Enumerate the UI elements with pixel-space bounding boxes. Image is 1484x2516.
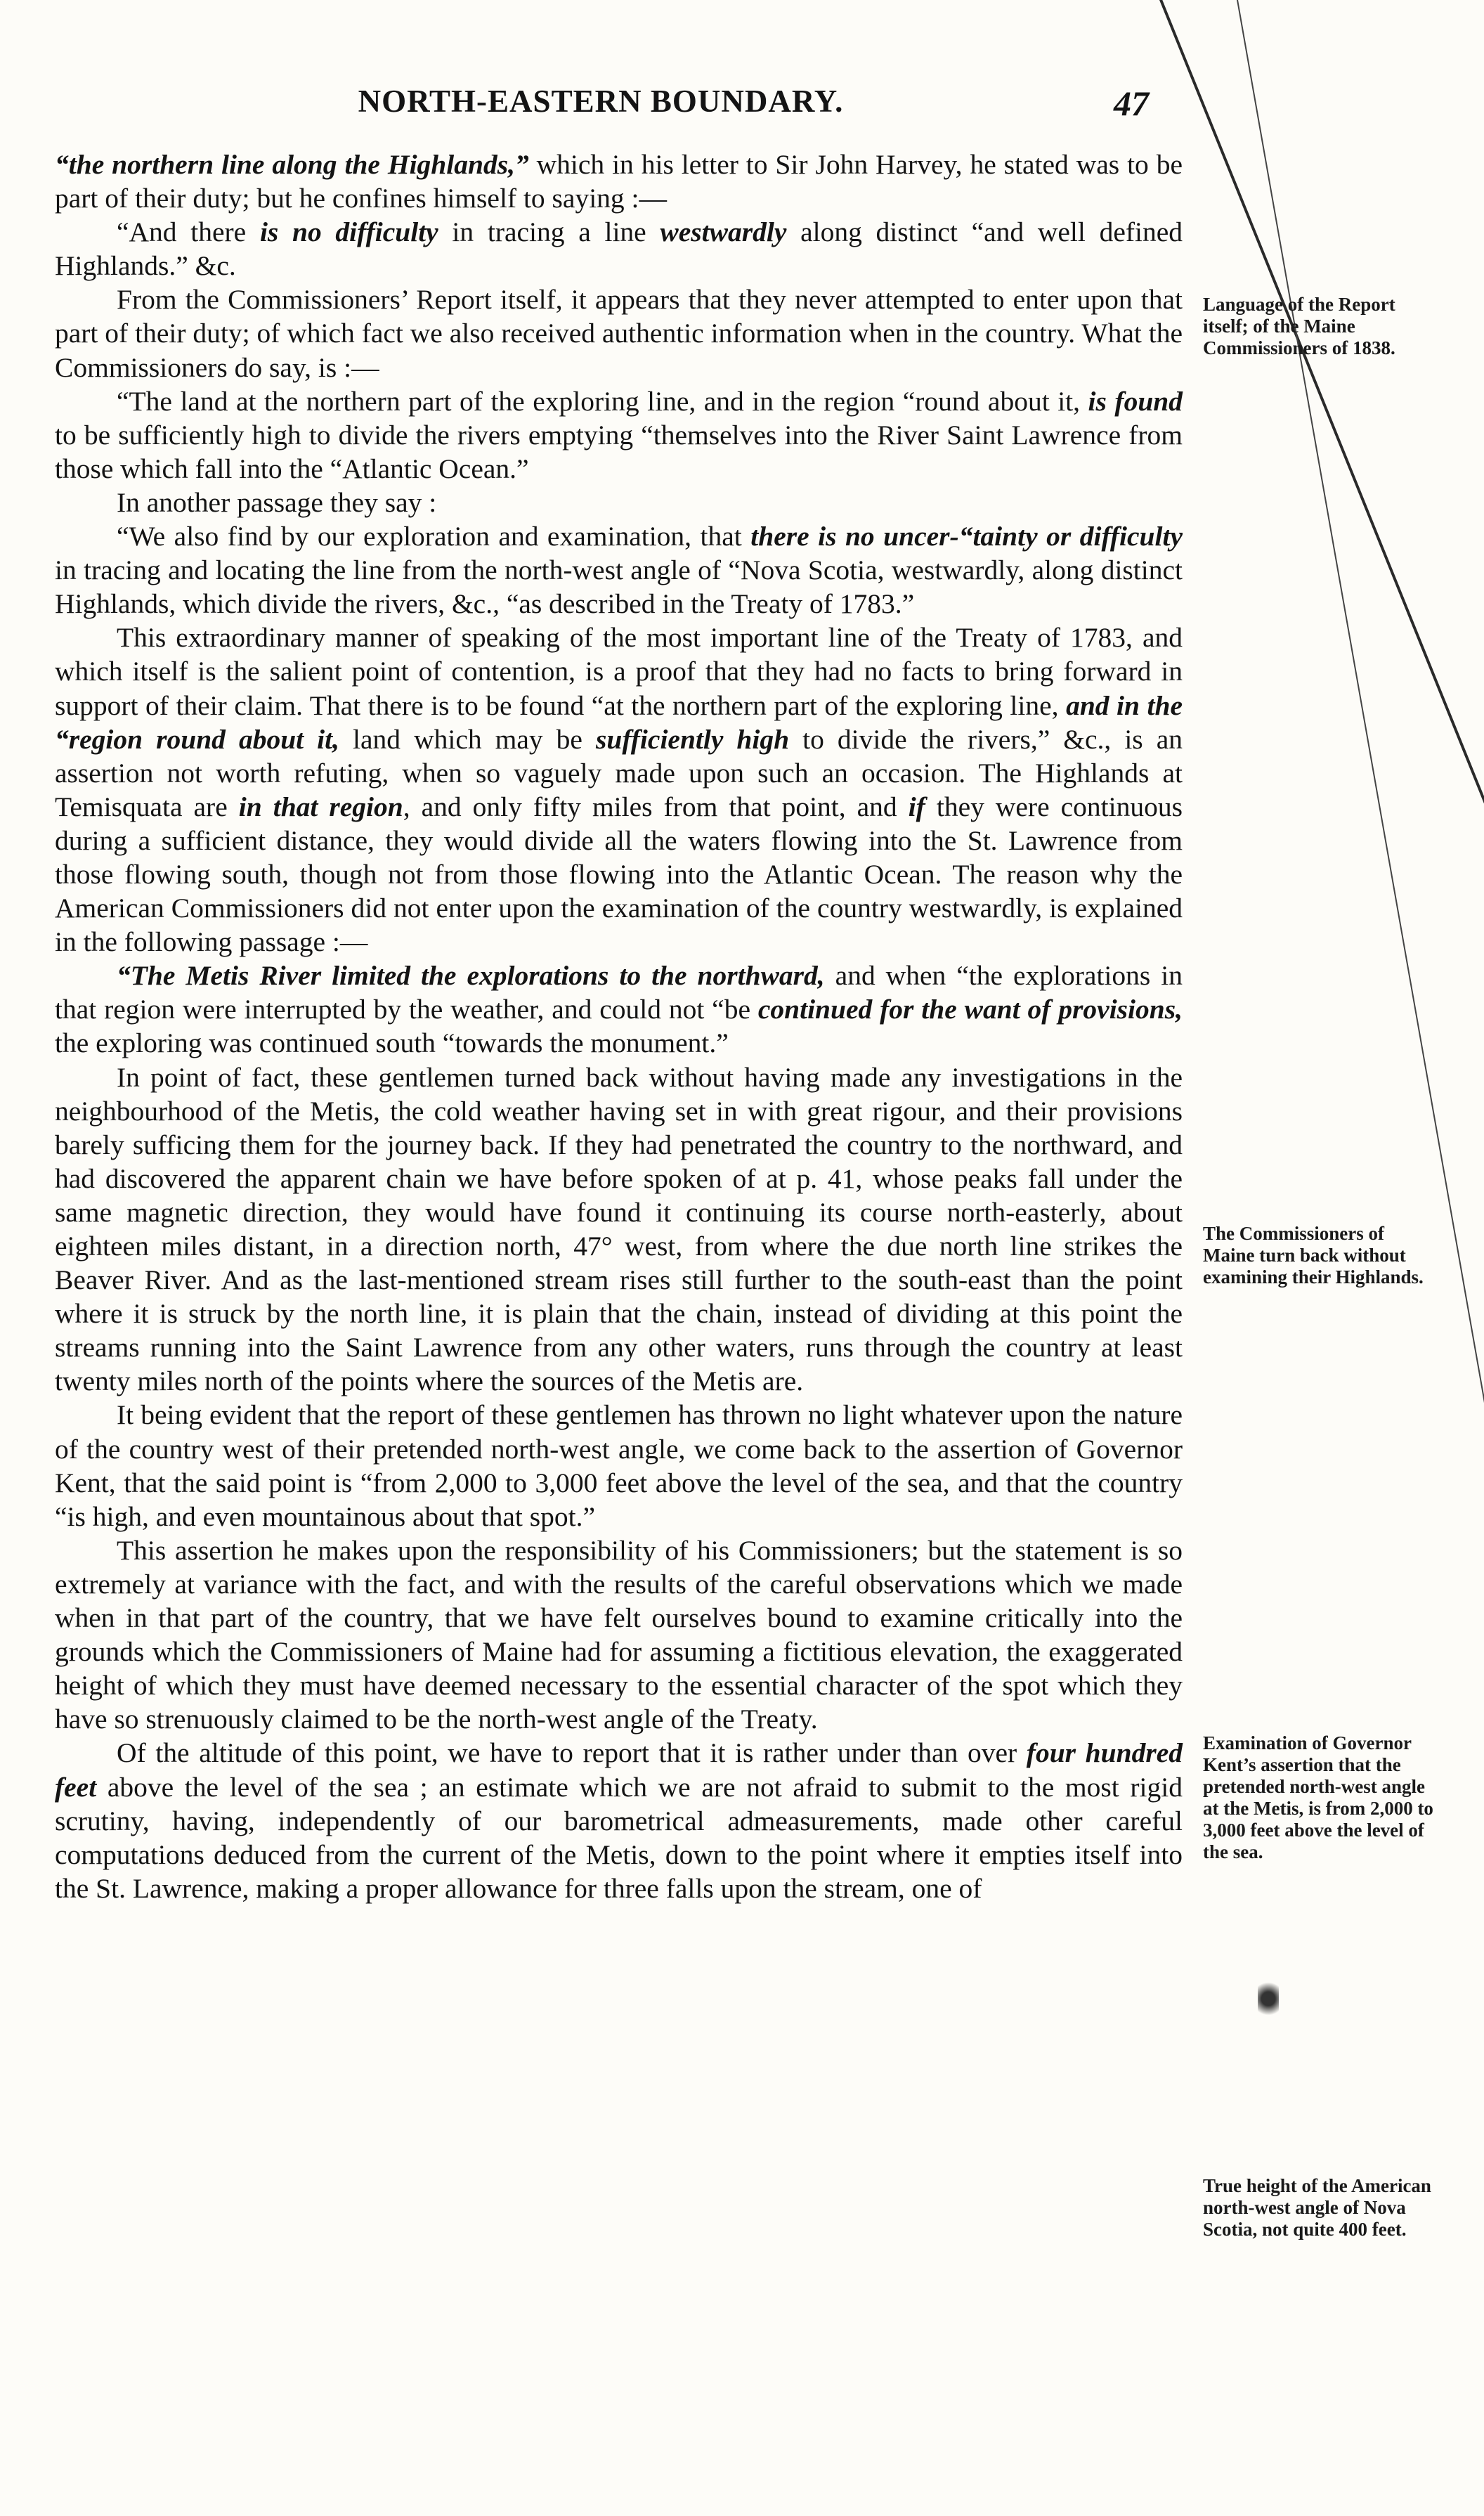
margin-note-governor-kent: Examination of Governor Kent’s assertion that the pretended north-west angle at the Metis, is from 2,000 to 3,000 feet above the level of the sea. bbox=[1203, 1732, 1433, 1862]
margin-note-commissioners: The Commissioners of Maine turn back without examining their Highlands. bbox=[1203, 1223, 1424, 1288]
text-run: It being evident that the report of these gentlemen has thrown no light whatever upon the nature of the country west of their pretended north-west angle, we come back to the assertion of Governor Kent, that the said point is “from 2,000 to 3,000 feet above the level of the sea, and that the country “is high, and even mountainous about that spot.” bbox=[55, 1399, 1183, 1532]
paragraph-p2 bbox=[55, 215, 1183, 283]
text-run: above the level of the sea ; an estimate which we are not afraid to submit to the most rigid scrutiny, having, independently of our barometrical admeasurements, made other careful computations deduced from the current of the Metis, down to the point where it empties itself into the St. Lawrence, making a proper allowance for three falls upon the stream, one of bbox=[55, 1771, 1183, 1904]
main-text bbox=[55, 148, 1183, 1905]
italic-run: “the northern line along the Highlands,” bbox=[55, 149, 529, 180]
paragraph-p6 bbox=[55, 519, 1183, 621]
paragraph-p8 bbox=[55, 959, 1183, 1060]
text-run: they were continuous during a sufficient distance, they would divide all the waters flowing into the St. Lawrence from those flowing south, though not from those flowing into the Atlantic Ocean. The reason why the American Commissioners did not enter upon the examination of the country westwardly, is explained in the following passage :— bbox=[55, 791, 1183, 958]
italic-run: in that region bbox=[238, 791, 403, 822]
text-run: and when “the explorations in that region were interrupted by the weather, and could not “be bbox=[55, 960, 1183, 1025]
text-run: This assertion he makes upon the responsibility of his Commissioners; but the statement is so extremely at variance with the fact, and with the results of the careful observations which we made when in that part of the country, that we have felt ourselves bound to examine critically into the grounds which the Commissioners of Maine had for assuming a fictitious elevation, the exaggerated height of which they must have deemed necessary to the essential character of the spot which they have so strenuously claimed to be the north-west angle of the Treaty. bbox=[55, 1534, 1183, 1735]
italic-run: continued for the want of provisions, bbox=[757, 994, 1183, 1025]
page-header bbox=[53, 83, 1149, 139]
paragraph-p1 bbox=[55, 148, 1183, 215]
italic-run: is no difficulty bbox=[259, 216, 438, 248]
italic-run: sufficiently high bbox=[596, 723, 790, 755]
text-run: which in his letter to Sir John Harvey, he stated was to be part of their duty; but he confines himself to saying :— bbox=[55, 149, 1183, 214]
text-run: land which may be bbox=[339, 723, 596, 755]
paragraph-p11 bbox=[55, 1533, 1183, 1737]
italic-run: if bbox=[908, 791, 925, 822]
paragraph-p4 bbox=[55, 384, 1183, 486]
text-run: “The land at the northern part of the exploring line, and in the region “round about it, bbox=[117, 385, 1088, 417]
running-title: NORTH-EASTERN BOUNDARY. bbox=[358, 84, 844, 119]
ink-blot bbox=[1258, 1982, 1279, 2024]
paragraph-p10 bbox=[55, 1398, 1183, 1533]
margin-note-true-height: True height of the American north-west angle of Nova Scotia, not quite 400 feet. bbox=[1203, 2175, 1431, 2240]
italic-run: four hundred feet bbox=[55, 1737, 1183, 1803]
text-run: “We also find by our exploration and examination, that bbox=[117, 521, 751, 552]
italic-run: there is no uncer-“tainty or difficulty bbox=[750, 521, 1183, 552]
paragraph-p3 bbox=[55, 283, 1183, 384]
text-run: Of the altitude of this point, we have to report that it is rather under than over bbox=[117, 1737, 1027, 1769]
italic-run: “The Metis River limited the explorations to the northward, bbox=[117, 960, 825, 992]
text-run: to be sufficiently high to divide the rivers emptying “themselves into the River Saint Lawrence from those which fall into the “Atlantic Ocean.” bbox=[55, 419, 1183, 484]
text-run: in tracing and locating the line from the north-west angle of “Nova Scotia, westwardly, along distinct Highlands, which divide the rivers, &c., “as described in the Treaty of 1783.” bbox=[55, 555, 1183, 620]
italic-run: is found bbox=[1088, 385, 1183, 417]
text-run: In point of fact, these gentlemen turned back without having made any investigations in the neighbourhood of the Metis, the cold weather having set in with great rigour, and their provisions barely sufficing them for the journey back. If they had penetrated the country to the northward, and had discovered the apparent chain we have before spoken of at p. 41, whose peaks fall under the same magnetic direction, they would have found it continuing its course north-easterly, about eighteen miles distant, in a direction north, 47° west, from where the due north line strikes the Beaver River. And as the last-mentioned stream rises still further to the south-east than the point where it is struck by the north line, it is plain that the chain, instead of dividing at this point the streams running into the Saint Lawrence from any other waters, runs through the country at least twenty miles north of the points where the sources of the Metis are. bbox=[55, 1061, 1183, 1397]
text-run: in tracing a line bbox=[438, 216, 660, 248]
text-run: “And there bbox=[117, 216, 260, 248]
text-run: to divide the rivers,” &c., is an assertion not worth refuting, when so vaguely made upon such an occasion. The Highlands at Temisquata are bbox=[55, 723, 1183, 822]
paragraph-p9 bbox=[55, 1061, 1183, 1399]
page-number: 47 bbox=[1114, 84, 1149, 123]
text-run: In another passage they say : bbox=[117, 486, 437, 518]
text-run: along distinct “and well defined Highlands.” &c. bbox=[55, 216, 1183, 282]
paragraph-p5 bbox=[55, 486, 1183, 519]
italic-run: and in the “region round about it, bbox=[55, 689, 1183, 755]
text-run: From the Commissioners’ Report itself, it appears that they never attempted to enter upon that part of their duty; of which fact we also received authentic information when in the country. What the Commissioners do say, is :— bbox=[55, 284, 1183, 383]
text-run: the exploring was continued south “towards the monument.” bbox=[55, 1027, 729, 1059]
text-run: , and only fifty miles from that point, and bbox=[403, 791, 909, 822]
italic-run: westwardly bbox=[660, 216, 787, 248]
text-run: This extraordinary manner of speaking of the most important line of the Treaty of 1783, and which itself is the salient point of contention, is a proof that they had no facts to bring forward in support of their claim. That there is to be found “at the northern part of the exploring line, bbox=[55, 622, 1183, 721]
margin-note-language: Language of the Report itself; of the Maine Commissioners of 1838. bbox=[1203, 294, 1395, 358]
paragraph-p12 bbox=[55, 1736, 1183, 1905]
paragraph-p7 bbox=[55, 621, 1183, 959]
